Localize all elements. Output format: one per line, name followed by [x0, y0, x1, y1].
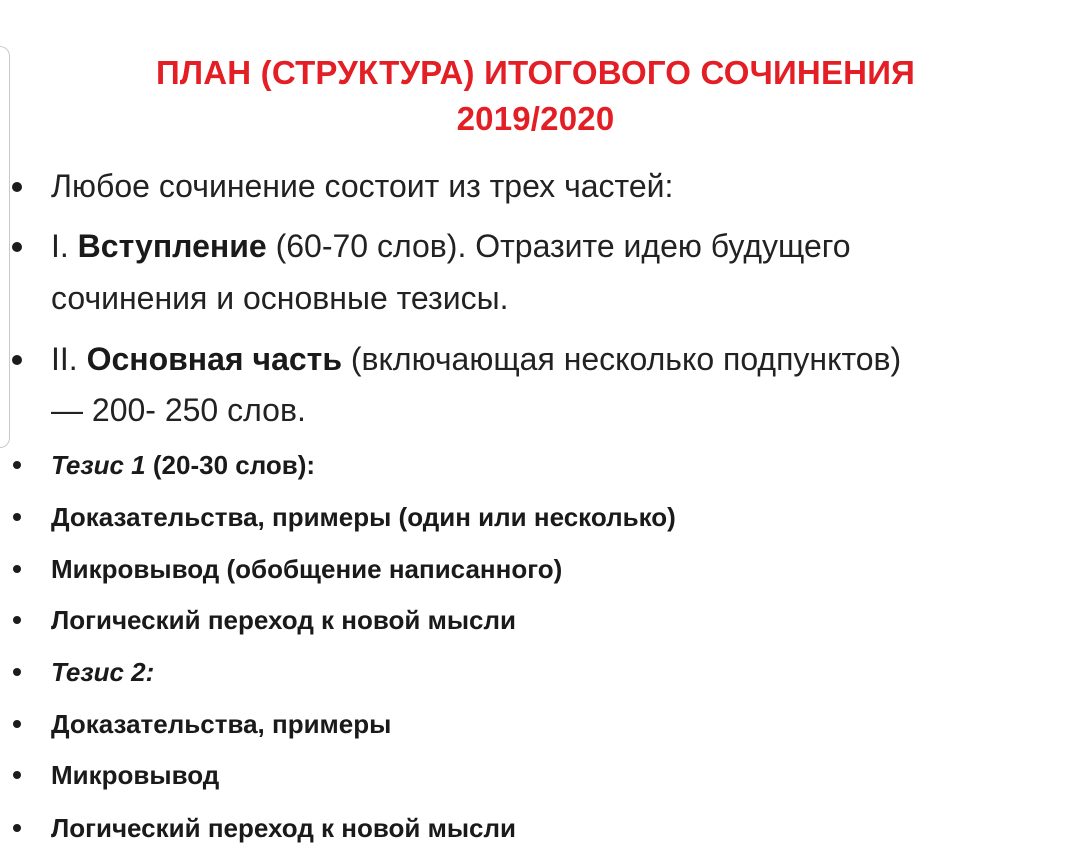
thesis-1-text: Тезис 1 (20-30 слов):: [51, 450, 316, 480]
transition-1-text: Логический переход к новой мысли: [51, 605, 517, 635]
bullet-icon: [13, 513, 21, 521]
title-line-1: ПЛАН (СТРУКТУРА) ИТОГОВОГО СОЧИНЕНИЯ: [155, 54, 916, 91]
bullet-icon: [13, 565, 21, 573]
bullet-icon: [13, 668, 21, 676]
bullet-icon: [12, 242, 22, 252]
microconclusion-1-text: Микровывод (обобщение написанного): [51, 554, 563, 584]
part-2-line-2: — 200- 250 слов.: [51, 392, 306, 428]
title-line-2: 2019/2020: [456, 100, 615, 137]
bullet-icon: [13, 461, 21, 469]
transition-2-text: Логический переход к новой мысли: [51, 813, 517, 843]
bullet-icon: [13, 771, 21, 779]
bullet-icon: [13, 720, 21, 728]
thesis-2-text: Тезис 2:: [51, 657, 155, 687]
part-2-heading: Основная часть: [86, 341, 342, 377]
microconclusion-2-text: Микровывод: [51, 760, 220, 790]
bullet-icon: [12, 355, 22, 365]
bullet-icon: [13, 616, 21, 624]
bullet-icon: [13, 824, 21, 832]
bullet-icon: [12, 182, 22, 192]
part-2-line-1: II. Основная часть (включающая несколько подпунктов): [51, 341, 902, 377]
intro-text: Любое сочинение состоит из трех частей:: [51, 168, 674, 204]
evidence-1-text: Доказательства, примеры (один или несколько): [51, 502, 676, 532]
part-1-line-1: I. Вступление (60-70 слов). Отразите идею будущего: [51, 228, 851, 264]
evidence-2-text: Доказательства, примеры: [51, 709, 392, 739]
part-1-line-2: сочинения и основные тезисы.: [51, 280, 509, 316]
part-1-heading: Вступление: [77, 228, 267, 264]
